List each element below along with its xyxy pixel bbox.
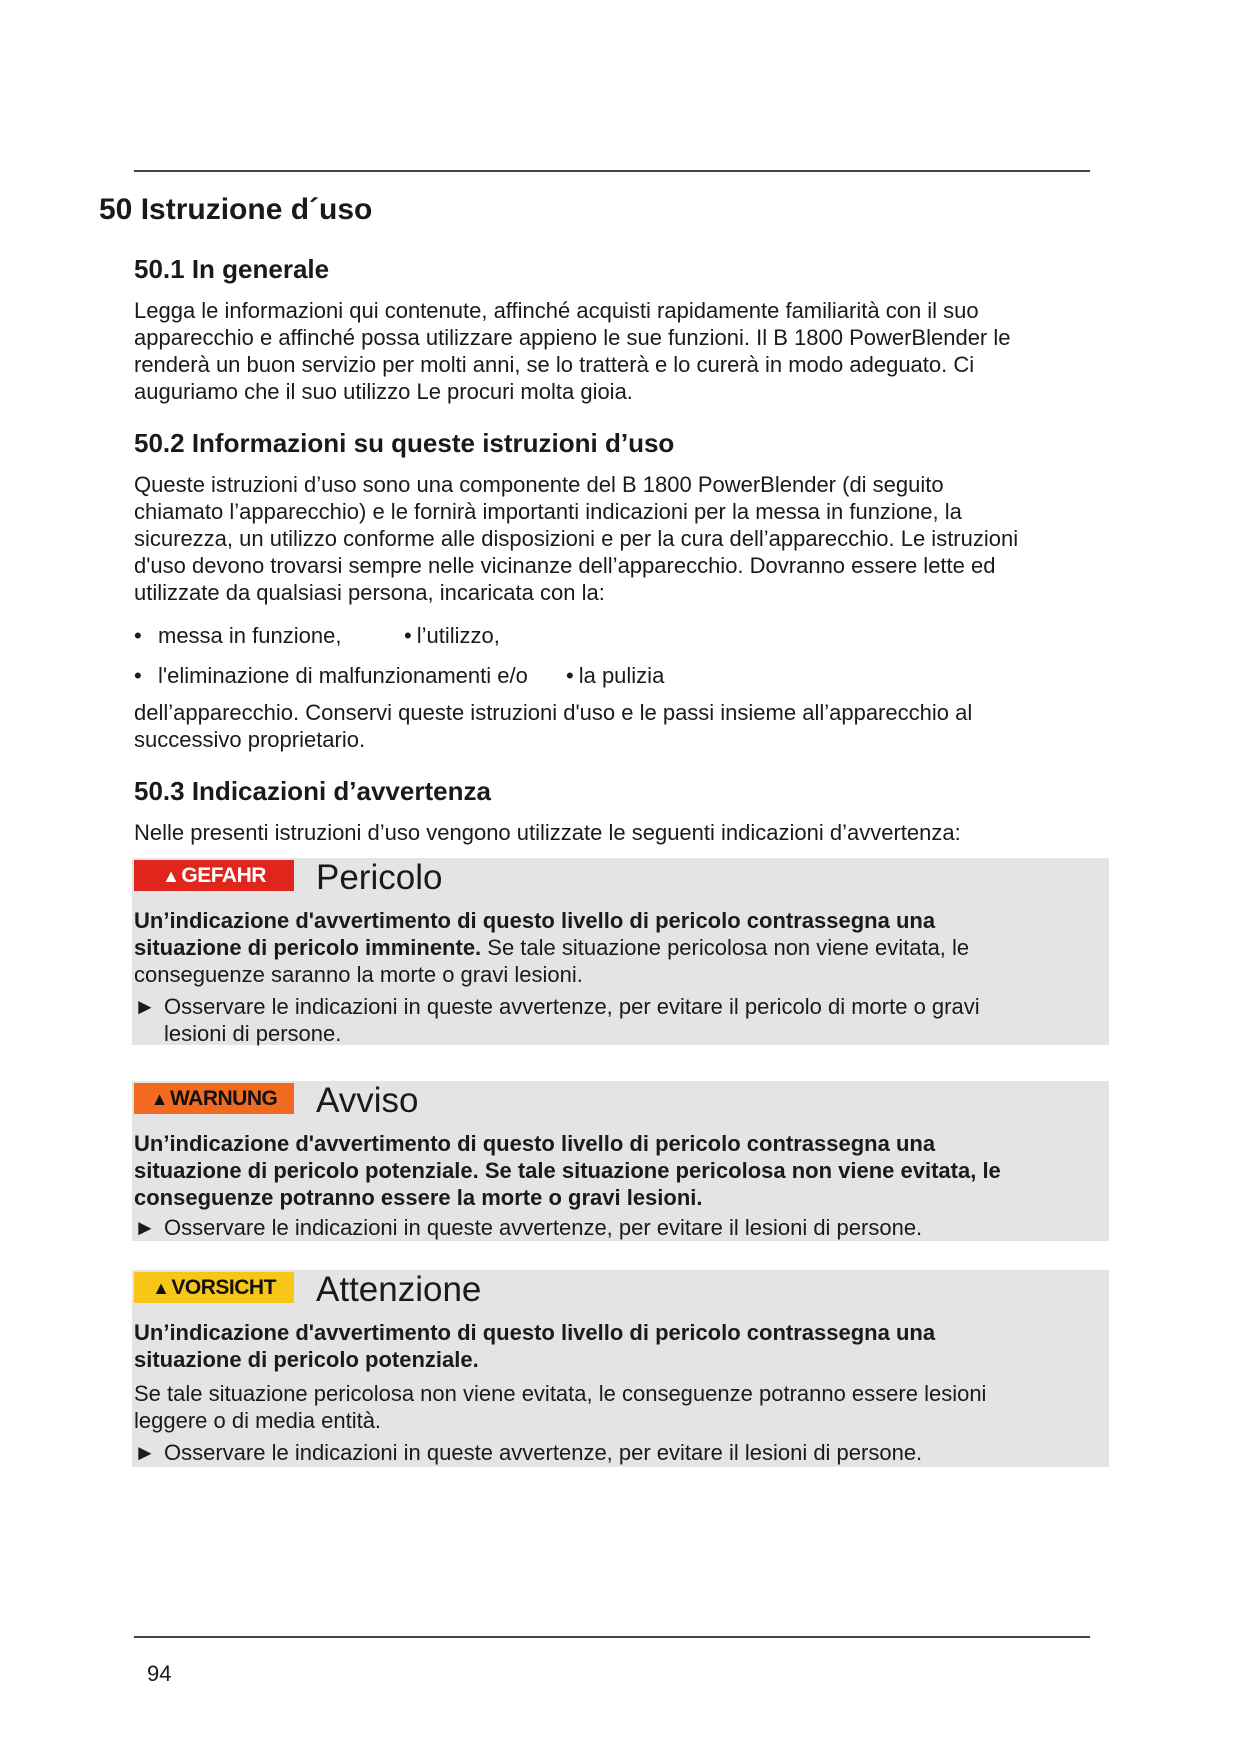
warning-consequence: Se tale situazione pericolosa non viene evitata, le conseguenze potranno essere lesioni leggere o di media entità.: [134, 1381, 987, 1433]
signal-word-badge: ▲GEFAHR: [134, 860, 294, 891]
bullet-item: • l’utilizzo,: [404, 623, 500, 648]
warning-box-caution: [132, 1270, 1109, 1467]
text-line: renderà un buon servizio per molti anni, se lo tratterà e lo curerà in modo adeguato. Ci: [134, 352, 975, 377]
bullet-item: • messa in funzione,: [134, 623, 342, 648]
warning-instruction: ► Osservare le indicazioni in queste avvertenze, per evitare il lesioni di persone.: [134, 1215, 923, 1240]
text-line: dell’apparecchio. Conservi queste istruzioni d'uso e le passi insieme all’apparecchio al: [134, 700, 973, 725]
warning-title: Pericolo: [316, 858, 443, 897]
section-heading-50-3: 50.3 Indicazioni d’avvertenza: [134, 776, 491, 806]
chapter-title: 50 Istruzione d´uso: [99, 193, 373, 226]
text-line: Legga le informazioni qui contenute, affinché acquisti rapidamente familiarità con il suo: [134, 298, 979, 323]
arrow-right-icon: ►: [134, 1440, 156, 1465]
section-50-3-intro: Nelle presenti istruzioni d’uso vengono utilizzate le seguenti indicazioni d’avvertenza:: [134, 820, 961, 845]
warning-box-warning: [132, 1081, 1109, 1241]
text-line: d'uso devono trovarsi sempre nelle vicinanze dell’apparecchio. Dovranno essere lette ed: [134, 553, 996, 578]
warning-description: Un’indicazione d'avvertimento di questo livello di pericolo contrassegna una situazione di pericolo imminente. Se tale situazione pericolosa non viene evitata, le conseguenze saranno la morte o gravi lesioni.: [134, 908, 970, 987]
bullet-item: • l'eliminazione di malfunzionamenti e/o: [134, 663, 528, 688]
section-50-2-text: [134, 471, 1094, 606]
signal-word-badge: ▲VORSICHT: [134, 1272, 294, 1303]
warning-description: Un’indicazione d'avvertimento di questo livello di pericolo contrassegna una situazione di pericolo potenziale. Se tale situazione pericolosa non viene evitata, le conseguenze potranno essere la morte o gravi lesioni.: [134, 1131, 1001, 1210]
text-line: Queste istruzioni d’uso sono una componente del B 1800 PowerBlender (di seguito: [134, 472, 944, 497]
warning-title: Avviso: [316, 1081, 419, 1120]
warning-instruction: ► Osservare le indicazioni in queste avvertenze, per evitare il lesioni di persone.: [134, 1440, 923, 1465]
arrow-right-icon: ►: [134, 1215, 156, 1240]
arrow-right-icon: ►: [134, 994, 156, 1019]
text-line: chiamato l’apparecchio) e le fornirà importanti indicazioni per la messa in funzione, la: [134, 499, 962, 524]
footer-rule: [134, 1636, 1090, 1638]
signal-word-badge: ▲WARNUNG: [134, 1083, 294, 1114]
text-line: auguriamo che il suo utilizzo Le procuri molta gioia.: [134, 379, 633, 404]
header-rule: [134, 170, 1090, 172]
text-line: utilizzate da qualsiasi persona, incaricata con la:: [134, 580, 605, 605]
warning-triangle-icon: ▲: [152, 1278, 170, 1298]
warning-instruction: ► Osservare le indicazioni in queste avvertenze, per evitare il pericolo di morte o gravi lesioni di persone.: [134, 994, 980, 1046]
section-heading-50-2: 50.2 Informazioni su queste istruzioni d’uso: [134, 428, 675, 458]
warning-triangle-icon: ▲: [150, 1089, 168, 1109]
text-line: successivo proprietario.: [134, 727, 366, 752]
section-50-1-text: [134, 297, 1094, 405]
text-line: apparecchio e affinché possa utilizzare appieno le sue funzioni. Il B 1800 PowerBlender le: [134, 325, 1011, 350]
warning-title: Attenzione: [316, 1270, 482, 1309]
text-line: sicurezza, un utilizzo conforme alle disposizioni e per la cura dell’apparecchio. Le istruzioni: [134, 526, 1019, 551]
warning-triangle-icon: ▲: [162, 866, 180, 886]
page-number: 94: [147, 1661, 172, 1686]
warning-description: Un’indicazione d'avvertimento di questo livello di pericolo contrassegna una situazione di pericolo potenziale.: [134, 1320, 936, 1372]
section-50-2-closing: [134, 699, 1094, 753]
section-heading-50-1: 50.1 In generale: [134, 254, 330, 284]
bullet-item: • la pulizia: [566, 663, 665, 688]
warning-box-danger: [132, 858, 1109, 1045]
